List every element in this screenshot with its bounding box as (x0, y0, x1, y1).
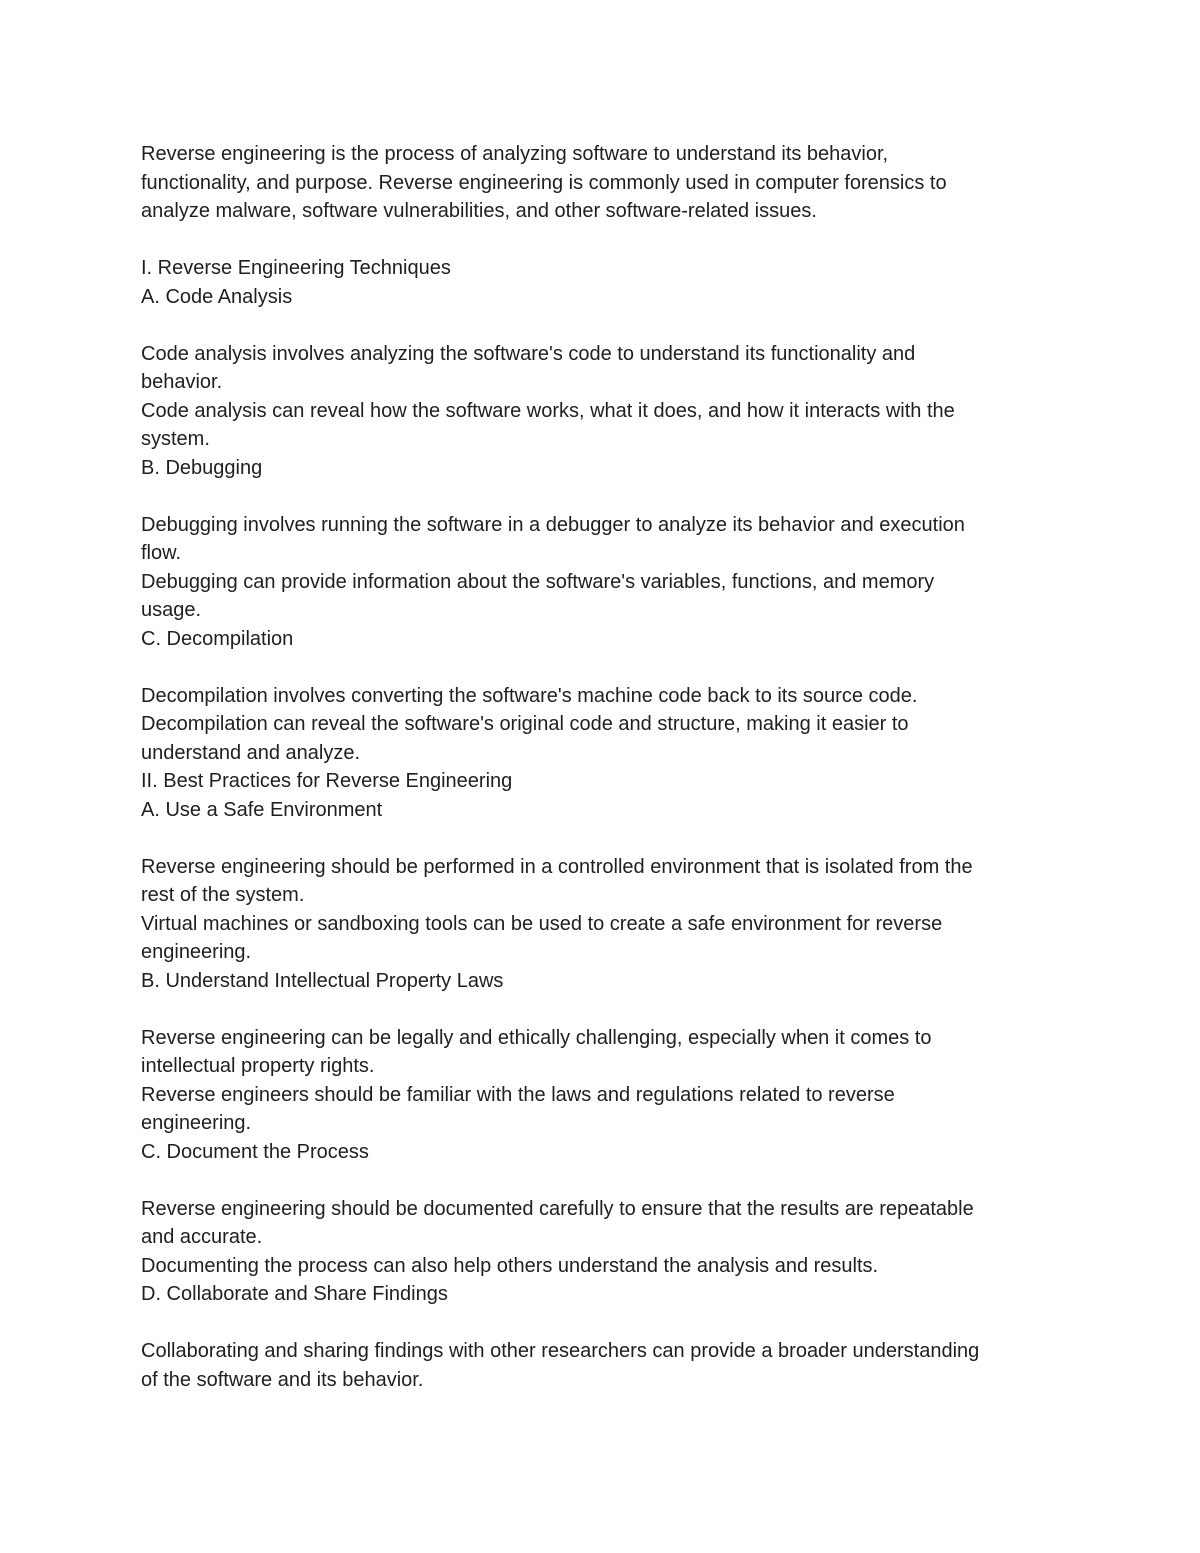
intro-line-1: Reverse engineering is the process of analyzing software to understand its behavior, (141, 143, 889, 165)
code-analysis-line-4: system. (141, 428, 210, 450)
collaborate-line-2: of the software and its behavior. (141, 1368, 424, 1391)
blank-line (141, 226, 1061, 255)
subheading-debugging: B. Debugging (141, 456, 263, 479)
collaborate-line-1: Collaborating and sharing findings with other researchers can provide a broader understanding (141, 1340, 980, 1362)
debugging-line-2: flow. (141, 542, 182, 564)
section-heading-best-practices: II. Best Practices for Reverse Engineering (141, 770, 513, 792)
blank-line (141, 1309, 1061, 1338)
blank-line (141, 824, 1061, 853)
document-process-line-3: Documenting the process can also help others understand the analysis and results. (141, 1254, 879, 1277)
subheading-decompilation: C. Decompilation (141, 627, 294, 650)
code-analysis-line-2: behavior. (141, 371, 223, 393)
debugging-line-3: Debugging can provide information about the software's variables, functions, and memory (141, 570, 935, 593)
subheading-code-analysis: A. Code Analysis (141, 285, 293, 308)
safe-environment-line-2: rest of the system. (141, 884, 305, 906)
subheading-document-process: C. Document the Process (141, 1140, 369, 1163)
subheading-safe-environment: A. Use a Safe Environment (141, 798, 383, 821)
document-process-line-1: Reverse engineering should be documented carefully to ensure that the results are repeatable (141, 1197, 974, 1220)
blank-line (141, 482, 1061, 511)
subheading-collaborate: D. Collaborate and Share Findings (141, 1283, 448, 1305)
ip-laws-line-2: intellectual property rights. (141, 1055, 375, 1077)
blank-line (141, 311, 1061, 340)
code-analysis-line-1: Code analysis involves analyzing the software's code to understand its functionality and (141, 342, 916, 365)
safe-environment-line-1: Reverse engineering should be performed in a controlled environment that is isolated from the (141, 855, 973, 878)
blank-line (141, 653, 1061, 682)
decompilation-line-2: Decompilation can reveal the software's original code and structure, making it easier to (141, 713, 909, 735)
safe-environment-line-3: Virtual machines or sandboxing tools can be used to create a safe environment for reverse (141, 912, 943, 935)
document-body (141, 140, 1061, 1394)
blank-line (141, 1166, 1061, 1195)
debugging-line-4: usage. (141, 599, 202, 621)
intro-line-3: analyze malware, software vulnerabilities, and other software-related issues. (141, 200, 817, 222)
safe-environment-line-4: engineering. (141, 941, 252, 963)
ip-laws-line-3: Reverse engineers should be familiar with the laws and regulations related to reverse (141, 1083, 895, 1106)
blank-line (141, 995, 1061, 1024)
decompilation-line-1: Decompilation involves converting the software's machine code back to its source code. (141, 684, 918, 707)
section-heading-techniques: I. Reverse Engineering Techniques (141, 257, 451, 279)
intro-line-2: functionality, and purpose. Reverse engineering is commonly used in computer forensics to (141, 171, 947, 194)
decompilation-line-3: understand and analyze. (141, 741, 361, 764)
ip-laws-line-4: engineering. (141, 1112, 252, 1134)
ip-laws-line-1: Reverse engineering can be legally and ethically challenging, especially when it comes to (141, 1026, 932, 1049)
code-analysis-line-3: Code analysis can reveal how the software works, what it does, and how it interacts with the (141, 399, 955, 422)
subheading-ip-laws: B. Understand Intellectual Property Laws (141, 969, 504, 992)
document-process-line-2: and accurate. (141, 1226, 263, 1248)
debugging-line-1: Debugging involves running the software in a debugger to analyze its behavior and execution (141, 513, 965, 536)
